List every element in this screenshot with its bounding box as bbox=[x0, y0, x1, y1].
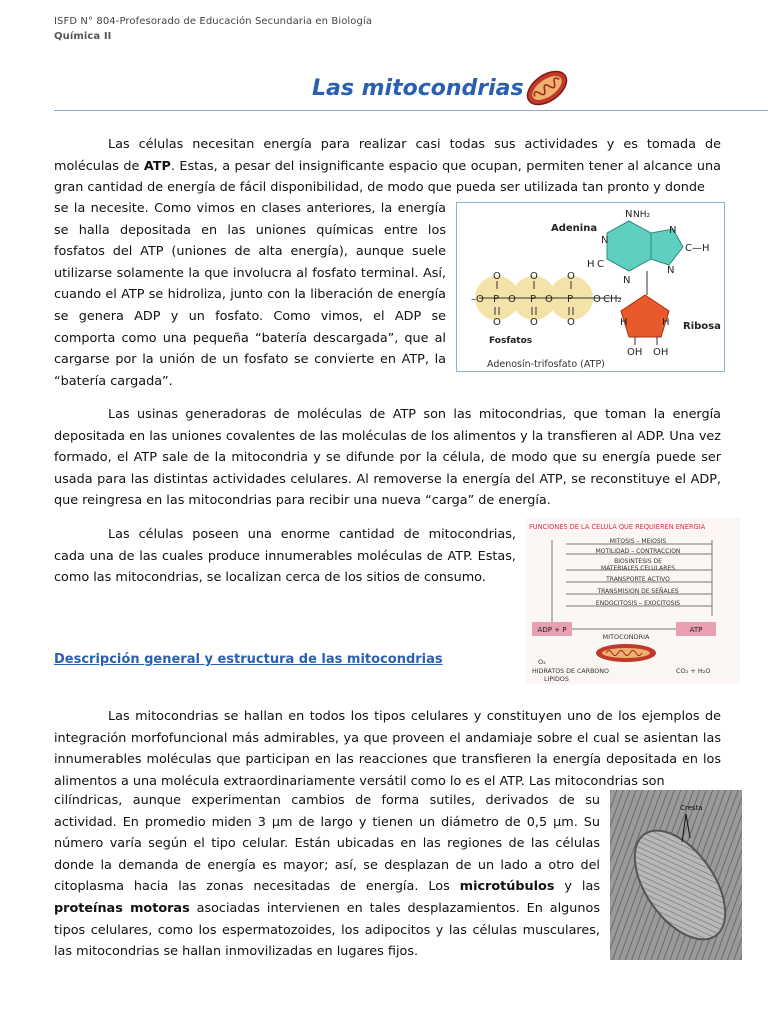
func-item-3: BIOSINTESIS DE bbox=[614, 558, 662, 565]
page-title: Las mitocondrias bbox=[312, 76, 524, 101]
func-item-5: TRANSPORTE ACTIVO bbox=[606, 576, 670, 583]
svg-text:N: N bbox=[669, 225, 677, 236]
svg-text:O: O bbox=[567, 271, 575, 282]
atp-structure-figure bbox=[456, 202, 725, 372]
paragraph-mitochondria-generators bbox=[54, 404, 721, 512]
course-line: Química II bbox=[54, 31, 112, 42]
atp-caption: Adenosín-trifosfato (ATP) bbox=[487, 359, 605, 370]
svg-text:N: N bbox=[623, 275, 631, 286]
institution-line: ISFD N° 804-Profesorado de Educación Secundaria en Biología bbox=[54, 16, 373, 27]
svg-text:P: P bbox=[493, 294, 500, 305]
shape-text-2: y las bbox=[554, 879, 600, 895]
generators-text: Las usinas generadoras de moléculas de ATP son las mitocondrias, que toman la energía depositada en las uniones covalentes de las moléculas de los alimentos y la transfieren al ADP. Una vez formado, el ATP sale de la mitocondria y se difunde por la célula, de modo que su energía puede ser usada para las distintas actividades celulares. Al removerse la energía del ATP, se reconstituye el ADP, que reingresa en las mitocondrias para recibir una nueva “carga” de energía. bbox=[54, 407, 721, 509]
ribosa-label: Ribosa bbox=[683, 321, 721, 332]
title-divider bbox=[54, 110, 768, 111]
svg-text:O: O bbox=[545, 294, 553, 305]
svg-text:O: O bbox=[593, 294, 601, 305]
oh-label-2: OH bbox=[653, 347, 669, 358]
svg-text:O: O bbox=[530, 317, 538, 328]
paragraph-shape-size bbox=[54, 790, 600, 963]
svg-text:–O: –O bbox=[471, 294, 484, 305]
svg-text:O: O bbox=[493, 317, 501, 328]
shape-text-3: asociadas intervienen en tales desplazamientos. En algunos tipos celulares, como los espermatozoides, los adipocitos y las células musculares, las mitocondrias se hallan inmovilizadas en lugares fijos. bbox=[54, 900, 600, 960]
func-item-6: TRANSMISION DE SEÑALES bbox=[597, 588, 679, 595]
cresta-label: Cresta bbox=[680, 804, 703, 812]
svg-text:O: O bbox=[567, 317, 575, 328]
paragraph-atp-energy: se la necesite. Como vimos en clases anteriores, la energía se halla depositada en las uniones químicas entre los fosfatos del ATP (uniones de alta energía), aunque suele utilizarse solamente la que involucra al fosfato terminal. Así, cuando el ATP se hidroliza, junto con la liberación de energía se genera ADP y un fosfato. Como vimos, el ADP se comporta como una pequeña “batería descargada”, que al cargarse por la unión de un fosfato se convierte en ATP, la “batería cargada”. bbox=[54, 201, 446, 389]
food-label-1: HIDRATOS DE CARBONO bbox=[532, 668, 609, 675]
atp-bold: ATP bbox=[143, 158, 171, 174]
func-item-2: MOTILIDAD – CONTRACCION bbox=[595, 548, 681, 555]
mitochondrion-drawing bbox=[596, 644, 656, 662]
adenina-label: Adenina bbox=[551, 223, 598, 234]
svg-text:N: N bbox=[667, 265, 675, 276]
cell-mito-text: Las células poseen una enorme cantidad de mitocondrias, cada una de las cuales produce innumerables moléculas de ATP. Estas, como las mitocondrias, se localizan cerca de los sitios de consumo. bbox=[54, 527, 516, 586]
food-label-2: LIPIDOS bbox=[544, 676, 569, 683]
svg-text:P: P bbox=[567, 294, 574, 305]
proteinas-bold: proteínas motoras bbox=[54, 900, 190, 916]
o2-label: O₂ bbox=[538, 658, 546, 666]
microtubulos-bold: microtúbulos bbox=[459, 879, 555, 895]
mito-label: MITOCONDRIA bbox=[602, 633, 650, 641]
svg-text:N: N bbox=[601, 235, 609, 246]
general-text: Las mitocondrias se hallan en todos los tipos celulares y constituyen uno de los ejemplos de integración morfofuncional más admirables, ya que proveen el andamiaje sobre el cual se asientan las innumerables moléculas que participan en las reacciones que transfieren la energía depositada en los alimentos a una molécula extraordinariamente versátil como lo es el ATP. Las mitocondrias son bbox=[54, 709, 721, 789]
svg-text:C—H: C—H bbox=[685, 243, 710, 254]
svg-text:H: H bbox=[587, 259, 595, 270]
intro-text-cont: . Estas, a pesar del insignificante espacio que ocupan, permiten tener al alcance una gran cantidad de energía de fácil disponibilidad, de modo que pueda ser utilizada tan pronto y donde bbox=[54, 158, 721, 196]
adp-label: ADP + P bbox=[537, 626, 567, 634]
co2-label: CO₂ + H₂O bbox=[676, 667, 711, 675]
svg-text:P: P bbox=[530, 294, 537, 305]
nh2-label: NH₂ bbox=[633, 210, 651, 220]
mitochondria-micrograph bbox=[610, 790, 742, 960]
paragraph-general-description bbox=[54, 706, 721, 792]
svg-text:H: H bbox=[662, 317, 670, 328]
func-item-4: MATERIALES CELULARES bbox=[601, 565, 675, 572]
svg-text:O: O bbox=[508, 294, 516, 305]
svg-text:N: N bbox=[625, 209, 633, 220]
cell-energy-functions-figure bbox=[526, 518, 740, 684]
intro-text: Las células necesitan energía para realizar casi todas sus actividades y es tomada de moléculas de bbox=[54, 137, 721, 174]
shape-text: cilíndricas, aunque experimentan cambios de forma sutiles, derivados de su actividad. En promedio miden 3 μm de largo y tienen un diámetro de 0,5 μm. Su número varía según el tipo celular. Están ubicadas en las regiones de las células donde la demanda de energía es mayor; así, se desplazan de un lado a otro del citoplasma hacia las zonas necesitadas de energía. Los bbox=[54, 793, 600, 895]
func-item-1: MITOSIS – MEIOSIS bbox=[609, 538, 667, 545]
svg-text:CH₂: CH₂ bbox=[603, 294, 622, 305]
atp-label: ATP bbox=[689, 626, 703, 634]
mitochondria-icon bbox=[522, 64, 572, 116]
paragraph-intro bbox=[54, 134, 721, 199]
func-item-7: ENDOCITOSIS – EXOCITOSIS bbox=[595, 600, 681, 607]
svg-text:O: O bbox=[493, 271, 501, 282]
fosfatos-label: Fosfatos bbox=[489, 336, 533, 346]
document-header bbox=[54, 14, 372, 44]
svg-text:H: H bbox=[620, 317, 628, 328]
oh-label-1: OH bbox=[627, 347, 643, 358]
section-heading: Descripción general y estructura de las mitocondrias bbox=[54, 652, 443, 667]
paragraph-cell-mitochondria bbox=[54, 524, 516, 589]
svg-text:C: C bbox=[597, 259, 604, 270]
svg-text:O: O bbox=[530, 271, 538, 282]
functions-title: FUNCIONES DE LA CELULA QUE REQUIEREN ENERGIA bbox=[529, 523, 706, 531]
